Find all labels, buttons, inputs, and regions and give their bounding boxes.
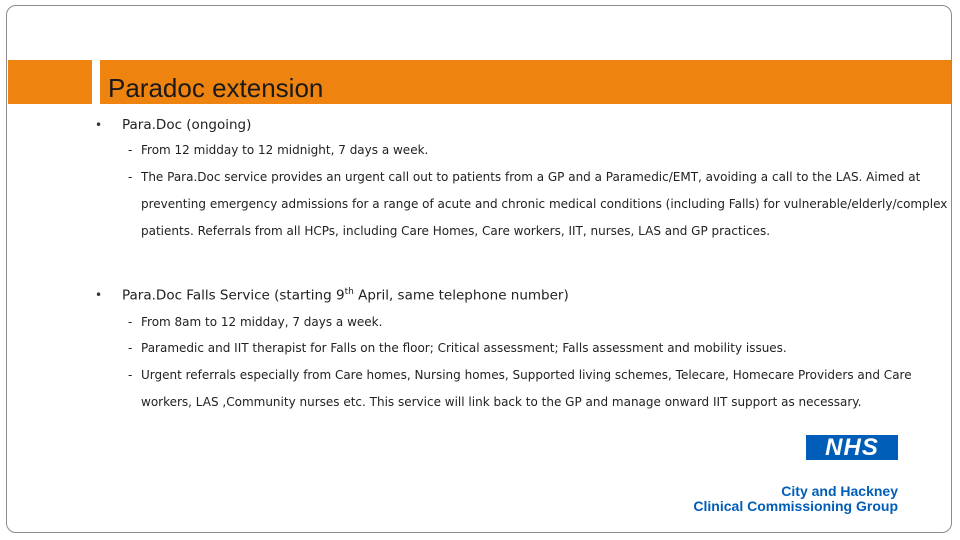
dash-icon: - [128,315,133,329]
dash-icon: - [128,170,133,184]
dash-icon: - [128,368,133,382]
list-item-text: From 12 midday to 12 midnight, 7 days a week. [141,143,429,157]
heading-text: Para.Doc Falls Service (starting 9 [122,287,345,304]
heading-text: April, same telephone number) [353,287,569,304]
section-heading-paradoc: Para.Doc (ongoing) [122,117,252,133]
list-item-text: workers, LAS ,Community nurses etc. This service will link back to the GP and manage onward IIT support as necessary. [141,395,862,409]
dash-icon: - [128,341,133,355]
list-item-text: patients. Referrals from all HCPs, including Care Homes, Care workers, IIT, nurses, LAS and GP practices. [141,224,771,238]
org-name-line1: City and Hackney [781,483,898,499]
list-item-text: Urgent referrals especially from Care homes, Nursing homes, Supported living schemes, Telecare, Homecare Providers and Care [141,368,912,382]
org-name-line2: Clinical Commissioning Group [693,498,898,514]
list-item-text: From 8am to 12 midday, 7 days a week. [141,315,383,329]
slide-title: Paradoc extension [108,73,324,103]
list-item-text: preventing emergency admissions for a range of acute and chronic medical conditions (including Falls) for vulnerable/elderly/complex [141,197,948,211]
bullet-icon: • [95,288,103,302]
dash-icon: - [128,143,133,157]
title-bar-divider [92,60,100,104]
nhs-logo [806,435,898,460]
nhs-logo-text: NHS [825,434,879,461]
list-item-text: The Para.Doc service provides an urgent call out to patients from a GP and a Paramedic/EMT, avoiding a call to the LAS. Aimed at [141,170,921,184]
heading-superscript: th [344,287,354,297]
section-heading-falls-service [122,287,569,304]
bullet-icon: • [95,118,103,132]
list-item-text: Paramedic and IIT therapist for Falls on the floor; Critical assessment; Falls assessment and mobility issues. [141,341,787,355]
